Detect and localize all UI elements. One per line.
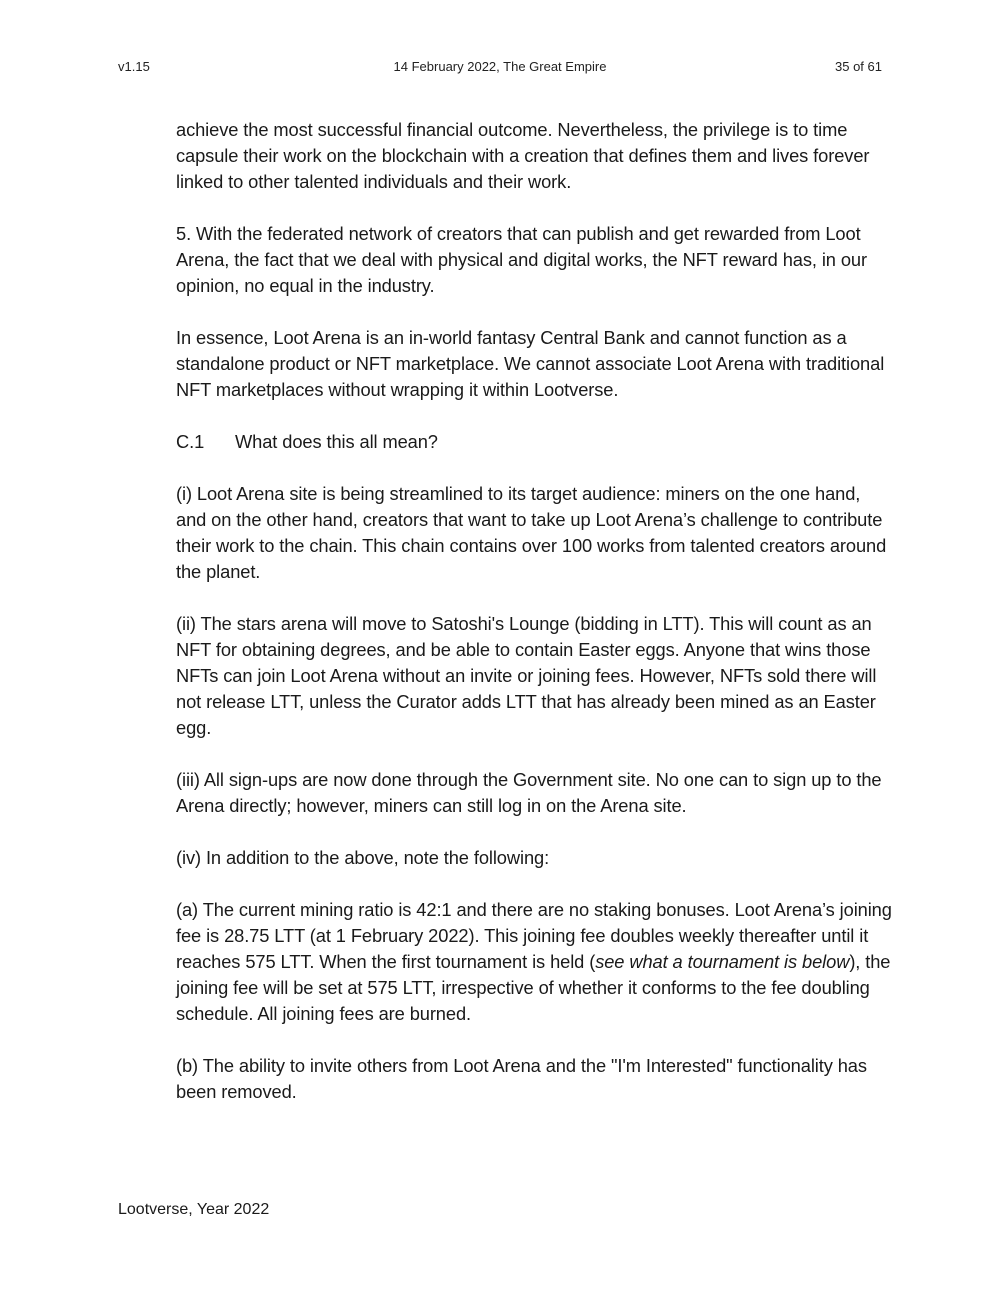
paragraph: (iv) In addition to the above, note the following: — [176, 847, 550, 868]
paragraph: In essence, Loot Arena is an in-world fantasy Central Bank and cannot function as a standalone product or NFT marketplace. We cannot associate Loot Arena with traditional NFT marketplaces without wrapping it within Lootverse. — [176, 327, 885, 400]
header-title: 14 February 2022, The Great Empire — [393, 59, 607, 74]
page-number: 35 of 61 — [835, 59, 882, 74]
paragraph: (iii) All sign-ups are now done through the Government site. No one can to sign up to the Arena directly; however, miners can still log in on the Arena site. — [176, 769, 882, 816]
section-title: What does this all mean? — [235, 431, 438, 452]
section-heading — [176, 429, 892, 455]
paragraph — [176, 897, 892, 1027]
paragraph-text: ), the joining fee will be set at 575 LTT, irrespective of whether it conforms to the fee doubling schedule. All joining fees are burned. — [176, 951, 891, 1024]
paragraph: 5. With the federated network of creators that can publish and get rewarded from Loot Arena, the fact that we deal with physical and digital works, the NFT reward has, in our opinion, no equal in the industry. — [176, 223, 867, 296]
page-header — [118, 59, 882, 79]
paragraph: (ii) The stars arena will move to Satoshi's Lounge (bidding in LTT). This will count as an NFT for obtaining degrees, and be able to contain Easter eggs. Anyone that wins those NFTs can join Loot Arena without an invite or joining fees. However, NFTs sold there will not release LTT, unless the Curator adds LTT that has already been mined as an Easter egg. — [176, 613, 877, 738]
version-label: v1.15 — [118, 59, 150, 74]
paragraph: (b) The ability to invite others from Loot Arena and the "I'm Interested" functionality has been removed. — [176, 1055, 867, 1102]
page-footer: Lootverse, Year 2022 — [118, 1201, 270, 1218]
paragraph-text: (a) The current mining ratio is 42:1 and there are no staking bonuses. Loot Arena’s joining fee is 28.75 LTT (at 1 February 2022). This joining fee doubles weekly thereafter until it reaches 575 LTT. When the first tournament is held ( — [176, 899, 892, 972]
section-number: C.1 — [176, 431, 205, 452]
paragraph: achieve the most successful financial outcome. Nevertheless, the privilege is to time capsule their work on the blockchain with a creation that defines them and lives forever linked to other talented individuals and their work. — [176, 119, 870, 192]
document-body — [176, 117, 892, 1131]
italic-reference: see what a tournament is below — [595, 951, 850, 972]
paragraph: (i) Loot Arena site is being streamlined to its target audience: miners on the one hand, and on the other hand, creators that want to take up Loot Arena’s challenge to contribute their work to the chain. This chain contains over 100 works from talented creators around the planet. — [176, 483, 887, 582]
